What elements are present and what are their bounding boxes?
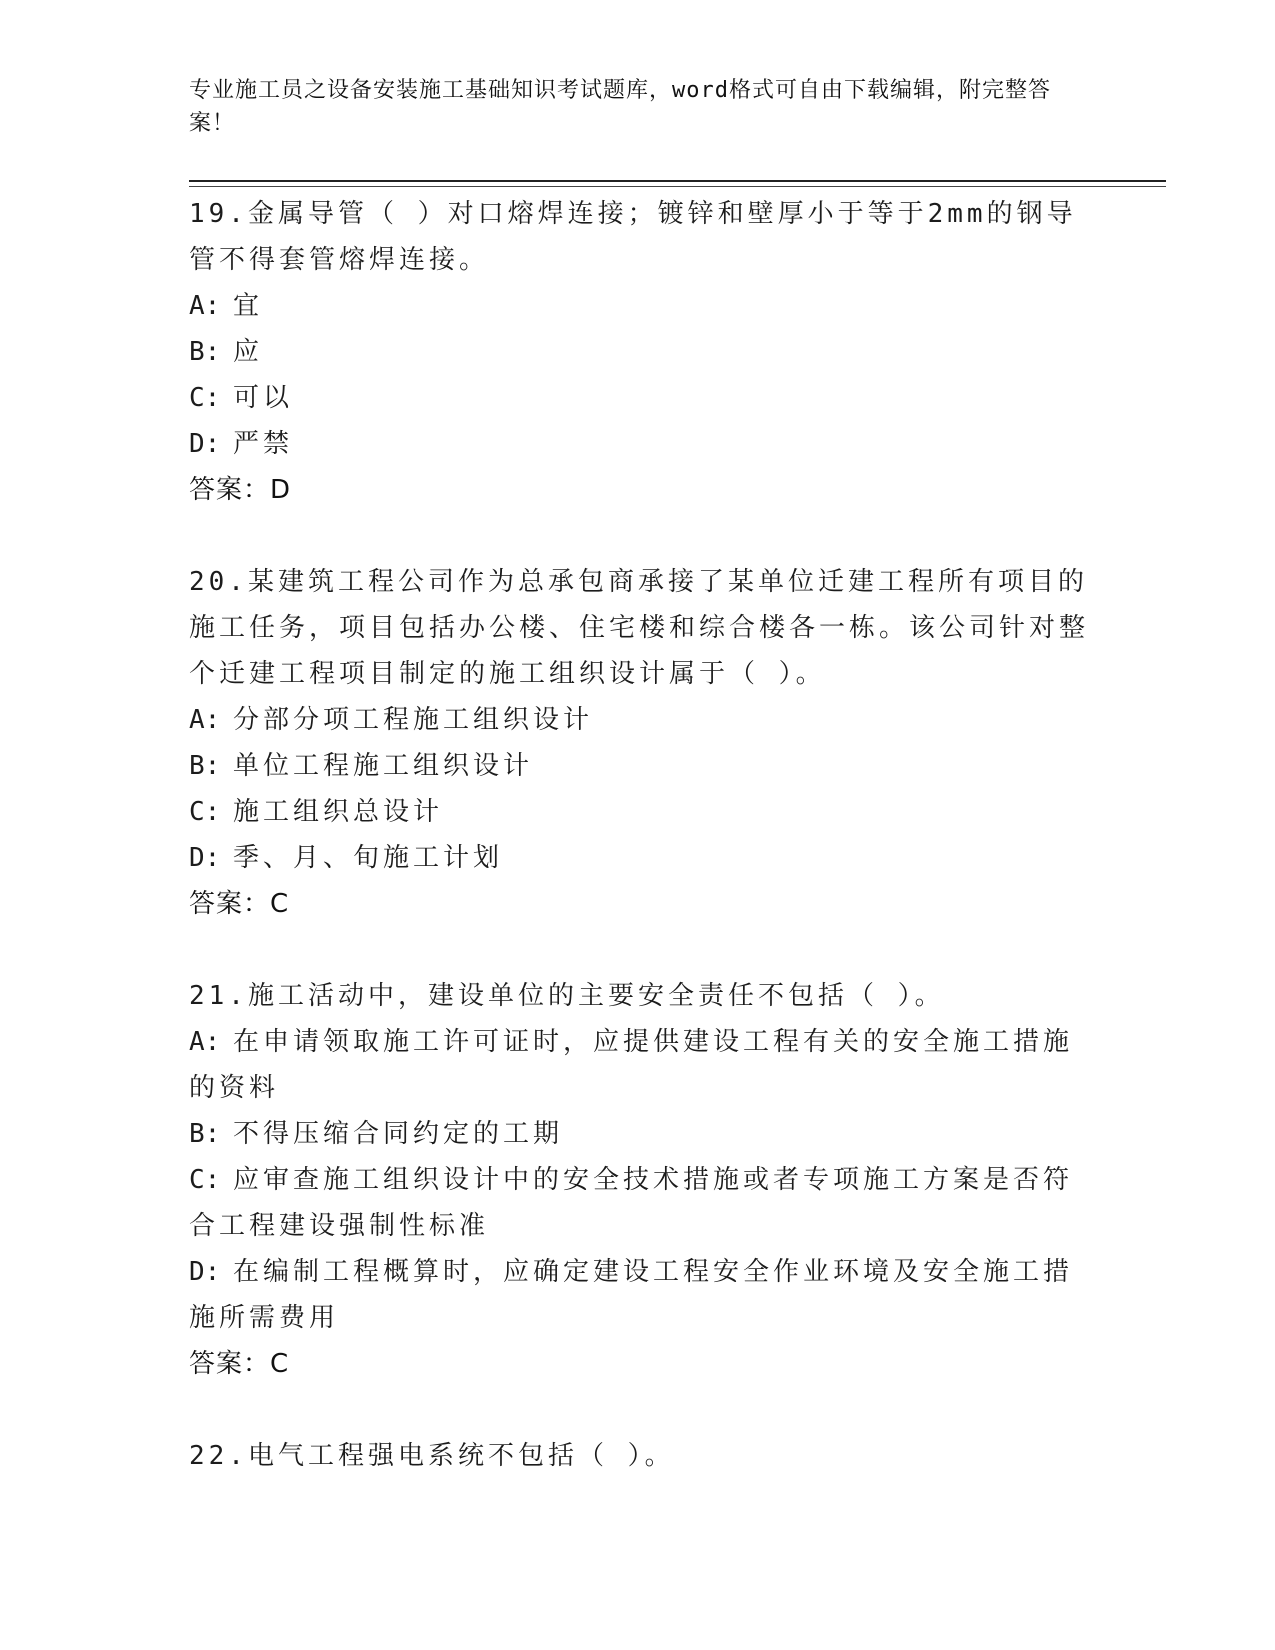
option-b xyxy=(189,743,1089,789)
option-c xyxy=(189,789,1089,835)
question-19 xyxy=(189,191,1089,513)
option-text: 不得压缩合同约定的工期 xyxy=(233,1119,564,1149)
option-text: 宜 xyxy=(233,291,264,321)
question-20 xyxy=(189,559,1089,927)
option-a xyxy=(189,697,1089,743)
answer-line: 答案：D xyxy=(189,475,292,505)
option-label: A: xyxy=(189,1027,221,1057)
option-label: C: xyxy=(189,797,221,827)
question-21 xyxy=(189,973,1089,1387)
question-stem: 21.施工活动中，建设单位的主要安全责任不包括（ ）。 xyxy=(189,981,945,1011)
option-d xyxy=(189,421,1089,467)
header-divider xyxy=(189,180,1166,182)
option-text: 分部分项工程施工组织设计 xyxy=(233,705,594,735)
option-label: B: xyxy=(189,1119,221,1149)
question-22 xyxy=(189,1433,1089,1479)
header-divider-thin xyxy=(189,186,1166,187)
option-text: 在申请领取施工许可证时，应提供建设工程有关的安全施工措施的资料 xyxy=(189,1027,1074,1103)
option-text: 应 xyxy=(233,337,264,367)
option-text: 单位工程施工组织设计 xyxy=(233,751,534,781)
answer-line: 答案：C xyxy=(189,1349,290,1379)
option-text: 可以 xyxy=(233,383,294,413)
question-list xyxy=(189,191,1089,1525)
option-text: 季、月、旬施工计划 xyxy=(233,843,504,873)
option-a xyxy=(189,1019,1089,1111)
option-b xyxy=(189,329,1089,375)
document-header xyxy=(189,74,1089,140)
option-label: D: xyxy=(189,429,221,459)
option-label: A: xyxy=(189,291,221,321)
option-label: C: xyxy=(189,1165,221,1195)
option-label: C: xyxy=(189,383,221,413)
option-text: 应审查施工组织设计中的安全技术措施或者专项施工方案是否符合工程建设强制性标准 xyxy=(189,1165,1074,1241)
option-label: B: xyxy=(189,337,221,367)
option-d xyxy=(189,1249,1089,1341)
option-text: 施工组织总设计 xyxy=(233,797,444,827)
option-c xyxy=(189,1157,1089,1249)
answer-line: 答案：C xyxy=(189,889,290,919)
question-stem: 19.金属导管（ ）对口熔焊连接；镀锌和壁厚小于等于2mm的钢导管不得套管熔焊连接。 xyxy=(189,199,1077,275)
option-label: D: xyxy=(189,1257,221,1287)
option-a xyxy=(189,283,1089,329)
header-text: 专业施工员之设备安装施工基础知识考试题库，word格式可自由下载编辑，附完整答案！ xyxy=(189,78,1051,136)
option-text: 在编制工程概算时，应确定建设工程安全作业环境及安全施工措施所需费用 xyxy=(189,1257,1074,1333)
option-b xyxy=(189,1111,1089,1157)
option-label: B: xyxy=(189,751,221,781)
option-label: D: xyxy=(189,843,221,873)
option-d xyxy=(189,835,1089,881)
option-text: 严禁 xyxy=(233,429,294,459)
question-stem: 22.电气工程强电系统不包括（ ）。 xyxy=(189,1441,675,1471)
option-label: A: xyxy=(189,705,221,735)
question-stem: 20.某建筑工程公司作为总承包商承接了某单位迁建工程所有项目的施工任务，项目包括办公楼、住宅楼和综合楼各一栋。该公司针对整个迁建工程项目制定的施工组织设计属于（ ）。 xyxy=(189,567,1090,689)
option-c xyxy=(189,375,1089,421)
